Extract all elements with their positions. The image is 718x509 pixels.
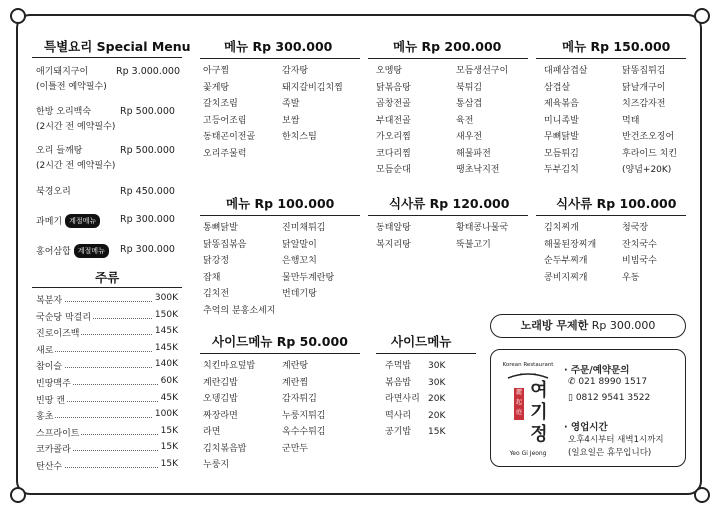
- special-item-name: 한방 오리백숙: [36, 107, 92, 117]
- menu-item: 감자튀김: [282, 394, 317, 404]
- menu-150-title: 메뉴 Rp 150.000: [562, 39, 671, 54]
- menu-item: 대패삼겹살: [544, 66, 588, 76]
- menu-item: 모듬순대: [376, 165, 411, 175]
- drink-row: [36, 459, 178, 476]
- menu-200-title: 메뉴 Rp 200.000: [393, 39, 502, 54]
- menu-item: 돼지갈비김치찜: [282, 82, 343, 93]
- menu-item: 김치볶음밥: [203, 443, 247, 454]
- menu-item: 옥수수튀김: [282, 427, 326, 437]
- drink-name: 새로: [36, 343, 55, 356]
- corner-ornament: [694, 8, 710, 24]
- side-item-price: 30K: [428, 377, 446, 388]
- drink-price: 15K: [160, 459, 178, 469]
- logo-subtitle: Korean Restaurant: [502, 362, 554, 368]
- drink-row: [36, 343, 178, 360]
- phone-row: [568, 377, 647, 387]
- menu-item: 두부김치: [544, 165, 579, 175]
- karaoke-banner: [490, 314, 686, 338]
- menu-item: 군만두: [282, 443, 309, 454]
- menu-item: 계란김밥: [203, 377, 238, 388]
- special-item-row: [36, 244, 109, 258]
- side-50-title: 사이드메뉴 Rp 50.000: [212, 334, 348, 349]
- special-menu-title: 특별요리 Special Menu: [44, 39, 191, 54]
- drink-price: 60K: [160, 376, 178, 386]
- menu-item: 닭똥집볶음: [203, 239, 247, 250]
- mobile-number: 0812 9541 3522: [575, 393, 651, 403]
- menu-item: 모듬튀김: [544, 148, 579, 159]
- menu-item: 황태콩나물국: [456, 223, 509, 233]
- special-item-price: Rp 450.000: [120, 186, 175, 197]
- section-divider: [32, 57, 182, 58]
- special-item-name: 과메기: [36, 217, 63, 227]
- mobile-icon: ▯: [568, 393, 573, 403]
- menu-item: 치킨마요덮밥: [203, 361, 256, 371]
- drink-price: 15K: [160, 442, 178, 453]
- drink-row: [36, 426, 178, 443]
- drink-row: [36, 359, 178, 376]
- corner-ornament: [10, 487, 26, 503]
- menu-item: 누룽지: [203, 460, 230, 470]
- menu-item: 보쌈: [282, 115, 300, 126]
- hours-heading: 영업시간: [570, 422, 608, 433]
- menu-item: 통뼈닭발: [203, 223, 238, 233]
- menu-item: 동태곤이전골: [203, 132, 256, 142]
- menu-item: 해물파전: [456, 148, 491, 159]
- menu-item: 오멩탕: [376, 66, 403, 76]
- menu-item: 곱창전골: [376, 99, 411, 109]
- drink-row: [36, 442, 178, 459]
- menu-item: 갈치조림: [203, 99, 238, 109]
- section-divider: [200, 215, 360, 216]
- drink-price: 145K: [154, 342, 178, 353]
- menu-item: 청국장: [622, 223, 649, 233]
- closed-day: (일요일은 휴무입니다): [568, 448, 652, 458]
- corner-ornament: [694, 487, 710, 503]
- menu-item: 추억의 분홍소세지: [203, 305, 276, 316]
- menu-item: 가오리찜: [376, 132, 411, 142]
- logo-seal: 麗起庭: [514, 388, 524, 420]
- menu-item: 육전: [456, 115, 474, 126]
- menu-item: 진미채튀김: [282, 223, 326, 233]
- menu-item: 물만두계란탕: [282, 272, 335, 283]
- menu-item: 새우전: [456, 132, 483, 142]
- special-item-price: Rp 500.000: [120, 145, 175, 156]
- menu-item: 북튀김: [456, 82, 483, 93]
- side-item-price: 15K: [428, 427, 446, 437]
- drink-price: 150K: [154, 309, 178, 320]
- drink-name: 복분자: [36, 293, 64, 306]
- menu-item: 부대전골: [376, 115, 411, 126]
- drink-name: 진로이즈백: [36, 326, 81, 339]
- section-divider: [32, 287, 182, 288]
- section-divider: [368, 215, 528, 216]
- side-item-price: 20K: [428, 394, 446, 404]
- karaoke-label: 노래방 무제한: [520, 319, 589, 332]
- menu-item: 닭날개구이: [622, 82, 666, 93]
- phone-number: 021 8990 1517: [578, 377, 648, 387]
- hours-heading-row: · 영업시간: [564, 422, 608, 433]
- menu-item: 계란찜: [282, 377, 309, 388]
- side-item-name: 떡사리: [385, 410, 412, 421]
- menu-item: 복지리탕: [376, 239, 411, 250]
- menu-item: 오리주물럭: [203, 148, 247, 159]
- drink-row: [36, 376, 178, 393]
- menu-item: 닭강정: [203, 256, 230, 266]
- special-item-note: (2시간 전 예약필수): [36, 122, 116, 132]
- section-divider: [200, 58, 360, 59]
- drink-name: 탄산수: [36, 459, 64, 472]
- menu-item: 꽃게탕: [203, 82, 230, 93]
- special-item-note: (이틀전 예약필수): [36, 82, 107, 92]
- menu-item: 한치스팀: [282, 132, 317, 142]
- menu-item: 번데기탕: [282, 289, 317, 299]
- menu-item: 누룽지튀김: [282, 410, 326, 421]
- special-item-row: [36, 214, 100, 228]
- menu-item: 아구찜: [203, 66, 230, 76]
- menu-item: 김치찌개: [544, 223, 579, 233]
- side-item-price: 30K: [428, 361, 446, 371]
- drink-row: [36, 293, 178, 310]
- menu-item: 닭똥집튀김: [622, 66, 666, 76]
- menu-item: 잡채: [203, 272, 221, 283]
- menu-100-title: 메뉴 Rp 100.000: [226, 196, 335, 211]
- menu-item: 제육볶음: [544, 99, 579, 109]
- meal-100-title: 식사류 Rp 100.000: [556, 196, 677, 211]
- side-item-price: 20K: [428, 410, 446, 421]
- menu-item: 뚝불고기: [456, 239, 491, 250]
- special-item-price: Rp 300.000: [120, 244, 175, 255]
- drink-row: [36, 409, 178, 426]
- logo-name: 여기정: [530, 380, 548, 445]
- karaoke-price: Rp 300.000: [591, 319, 656, 332]
- menu-item: 무뼈닭발: [544, 132, 579, 142]
- side-item-name: 볶음밥: [385, 377, 412, 388]
- special-item-price: Rp 300.000: [120, 214, 175, 225]
- section-divider: [536, 215, 686, 216]
- drink-name: 빈땅 캔: [36, 393, 67, 406]
- menu-item: 닭볶음탕: [376, 82, 411, 93]
- menu-item: 콩비지찌개: [544, 272, 588, 283]
- menu-item: 계란탕: [282, 361, 309, 371]
- special-item-note: (2시간 전 예약필수): [36, 161, 116, 171]
- seasonal-badge: 계절메뉴: [74, 244, 109, 258]
- logo-english-name: Yeo Gi Jeong: [509, 450, 547, 457]
- drinks-title: 주류: [95, 270, 120, 285]
- menu-item: 고등어조림: [203, 115, 247, 126]
- drink-price: 145K: [154, 326, 178, 337]
- drink-price: 100K: [154, 409, 178, 420]
- section-divider: [200, 353, 360, 354]
- menu-item: 동태알탕: [376, 223, 411, 233]
- drink-name: 스프라이트: [36, 426, 81, 439]
- menu-item: 라면: [203, 427, 221, 437]
- menu-item: 김치전: [203, 289, 230, 299]
- menu-item: 족발: [282, 99, 300, 109]
- contact-heading-row: · 주문/예약문의: [564, 365, 630, 376]
- menu-item: 감자탕: [282, 66, 309, 76]
- side-item-name: 주먹밥: [385, 361, 412, 371]
- section-divider: [376, 353, 476, 354]
- menu-item: 잔치국수: [622, 239, 657, 250]
- section-divider: [536, 58, 686, 59]
- corner-ornament: [10, 8, 26, 24]
- side-item-name: 라면사리: [385, 394, 420, 404]
- menu-item: 해물된장찌개: [544, 239, 597, 250]
- menu-item: 치즈감자전: [622, 99, 666, 109]
- special-item-name: 오리 들깨탕: [36, 146, 83, 156]
- section-divider: [368, 58, 528, 59]
- drink-name: 빈땅맥주: [36, 376, 73, 389]
- menu-item: 땡초낙지전: [456, 165, 500, 175]
- drink-name: 참이슬: [36, 359, 64, 372]
- side-menu-title: 사이드메뉴: [391, 334, 452, 349]
- seasonal-badge: 계절메뉴: [65, 214, 100, 228]
- drink-row: [36, 393, 178, 410]
- menu-item: 반건조오징어: [622, 132, 675, 142]
- drink-name: 코카콜라: [36, 442, 73, 455]
- menu-item: 우동: [622, 272, 640, 283]
- side-item-name: 공기밥: [385, 427, 412, 437]
- mobile-row: [568, 393, 650, 403]
- menu-item: 비빔국수: [622, 256, 657, 266]
- drink-price: 15K: [160, 425, 178, 436]
- menu-item: 삼겹살: [544, 82, 571, 93]
- menu-item: 코다리찜: [376, 148, 411, 159]
- menu-item: 닭알말이: [282, 239, 317, 250]
- menu-item: 통삼겹: [456, 99, 483, 109]
- drink-price: 45K: [160, 392, 178, 403]
- menu-item: 은행꼬치: [282, 256, 317, 266]
- special-item-name: 홍어삼합: [36, 247, 71, 257]
- menu-item: 후라이드 치킨: [622, 148, 678, 159]
- special-item-price: Rp 500.000: [120, 106, 175, 117]
- menu-300-title: 메뉴 Rp 300.000: [224, 39, 333, 54]
- menu-item: 오뎅김밥: [203, 394, 238, 404]
- contact-heading: 주문/예약문의: [570, 365, 630, 376]
- special-item-name: 북경오리: [36, 187, 71, 197]
- meal-120-title: 식사류 Rp 120.000: [389, 196, 510, 211]
- restaurant-logo: [500, 362, 556, 460]
- phone-icon: ✆: [568, 377, 576, 387]
- special-item-name: 애기돼지구이: [36, 67, 89, 77]
- drink-name: 국순당 막걸리: [36, 310, 93, 323]
- drink-price: 140K: [154, 359, 178, 370]
- menu-item: 짜장라면: [203, 410, 238, 421]
- drink-name: 홍초: [36, 409, 55, 422]
- menu-item: 먹태: [622, 115, 640, 126]
- special-item-price: Rp 3.000.000: [116, 66, 180, 77]
- menu-item: 모듬생선구이: [456, 66, 509, 76]
- menu-item: 미니족발: [544, 115, 579, 126]
- menu-item: (양념+20K): [622, 165, 672, 175]
- opening-hours: 오후4시부터 새벽1시까지: [568, 435, 664, 445]
- roof-icon: [506, 370, 550, 380]
- drink-row: [36, 326, 178, 343]
- drink-row: [36, 310, 178, 327]
- drink-price: 300K: [154, 293, 178, 303]
- menu-item: 순두부찌개: [544, 256, 588, 266]
